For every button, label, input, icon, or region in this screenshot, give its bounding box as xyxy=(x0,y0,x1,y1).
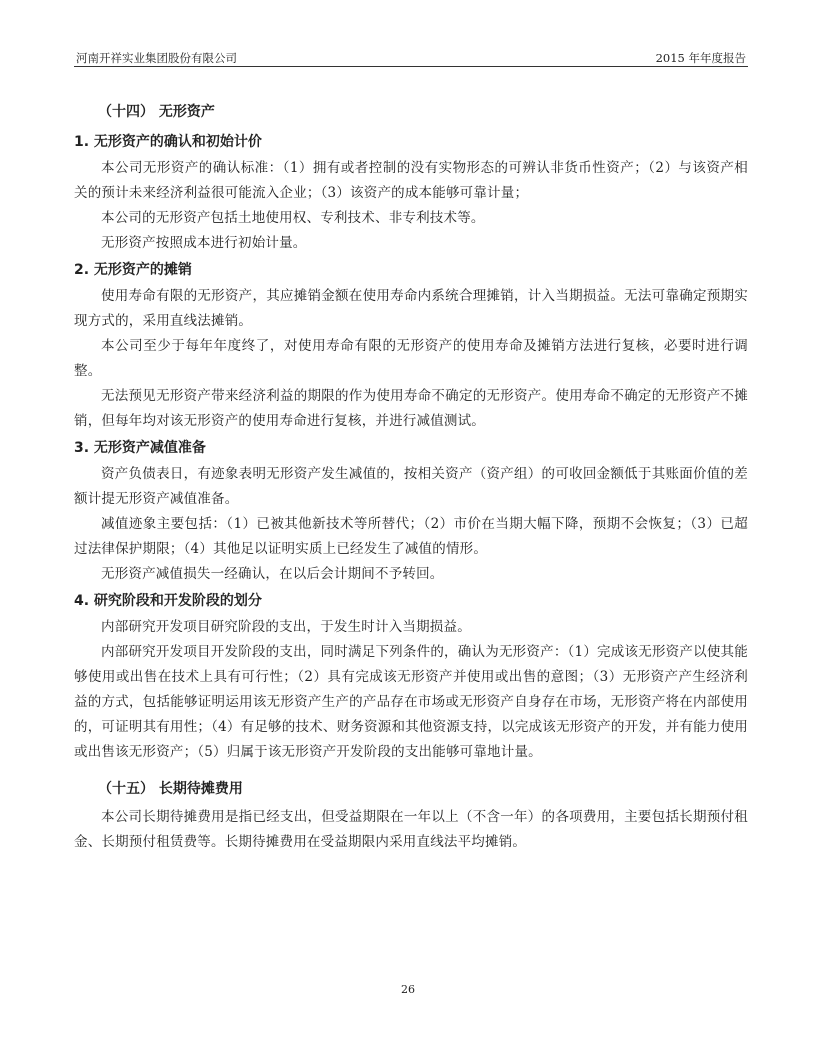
subsection-title: 3. 无形资产减值准备 xyxy=(74,440,206,456)
page-header xyxy=(74,48,748,67)
subsection-title: 1. 无形资产的确认和初始计价 xyxy=(74,134,262,150)
paragraph: 内部研究开发项目研究阶段的支出，于发生时计入当期损益。 xyxy=(101,619,471,635)
document-body xyxy=(74,96,748,855)
paragraph: 本公司长期待摊费用是指已经支出，但受益期限在一年以上（不含一年）的各项费用，主要包括长期预付租金、长期预付租赁费等。长期待摊费用在受益期限内采用直线法平均摊销。 xyxy=(74,809,748,850)
paragraph: 无法预见无形资产带来经济利益的期限的作为使用寿命不确定的无形资产。使用寿命不确定的无形资产不摊销，但每年均对该无形资产的使用寿命进行复核，并进行减值测试。 xyxy=(74,388,748,429)
paragraph: 无形资产按照成本进行初始计量。 xyxy=(101,235,307,251)
subsection-title: 4. 研究阶段和开发阶段的划分 xyxy=(74,593,262,609)
section-title: （十四） 无形资产 xyxy=(98,104,215,120)
paragraph: 内部研究开发项目开发阶段的支出，同时满足下列条件的，确认为无形资产：（1）完成该无形资产以使其能够使用或出售在技术上具有可行性；（2）具有完成该无形资产并使用或出售的意图；（3）无形资产产生经济利益的方式，包括能够证明运用该无形资产生产的产品存在市场或无形资产自身存在市场，无形资产将在内部使用的，可证明其有用性；（4）有足够的技术、财务资源和其他资源支持，以完成该无形资产的开发，并有能力使用或出售该无形资产；（5）归属于该无形资产开发阶段的支出能够可靠地计量。 xyxy=(74,644,748,760)
subsection-title: 2. 无形资产的摊销 xyxy=(74,262,192,278)
paragraph: 本公司至少于每年年度终了，对使用寿命有限的无形资产的使用寿命及摊销方法进行复核，必要时进行调整。 xyxy=(74,338,748,379)
paragraph: 使用寿命有限的无形资产，其应摊销金额在使用寿命内系统合理摊销，计入当期损益。无法可靠确定预期实现方式的，采用直线法摊销。 xyxy=(74,288,748,329)
paragraph: 减值迹象主要包括：（1）已被其他新技术等所替代；（2）市价在当期大幅下降，预期不会恢复；（3）已超过法律保护期限；（4）其他足以证明实质上已经发生了减值的情形。 xyxy=(74,516,748,557)
paragraph: 资产负债表日，有迹象表明无形资产发生减值的，按相关资产（资产组）的可收回金额低于其账面价值的差额计提无形资产减值准备。 xyxy=(74,466,748,507)
spacer xyxy=(74,765,748,773)
paragraph: 无形资产减值损失一经确认，在以后会计期间不予转回。 xyxy=(101,566,444,582)
section-title: （十五） 长期待摊费用 xyxy=(98,781,243,797)
header-report-title: 2015 年年度报告 xyxy=(655,51,746,65)
paragraph: 本公司无形资产的确认标准：（1）拥有或者控制的没有实物形态的可辨认非货币性资产；（2）与该资产相关的预计未来经济利益很可能流入企业；（3）该资产的成本能够可靠计量； xyxy=(74,160,748,201)
page-number: 26 xyxy=(401,983,415,996)
header-company: 河南开祥实业集团股份有限公司 xyxy=(76,51,237,65)
paragraph: 本公司的无形资产包括土地使用权、专利技术、非专利技术等。 xyxy=(101,210,485,226)
